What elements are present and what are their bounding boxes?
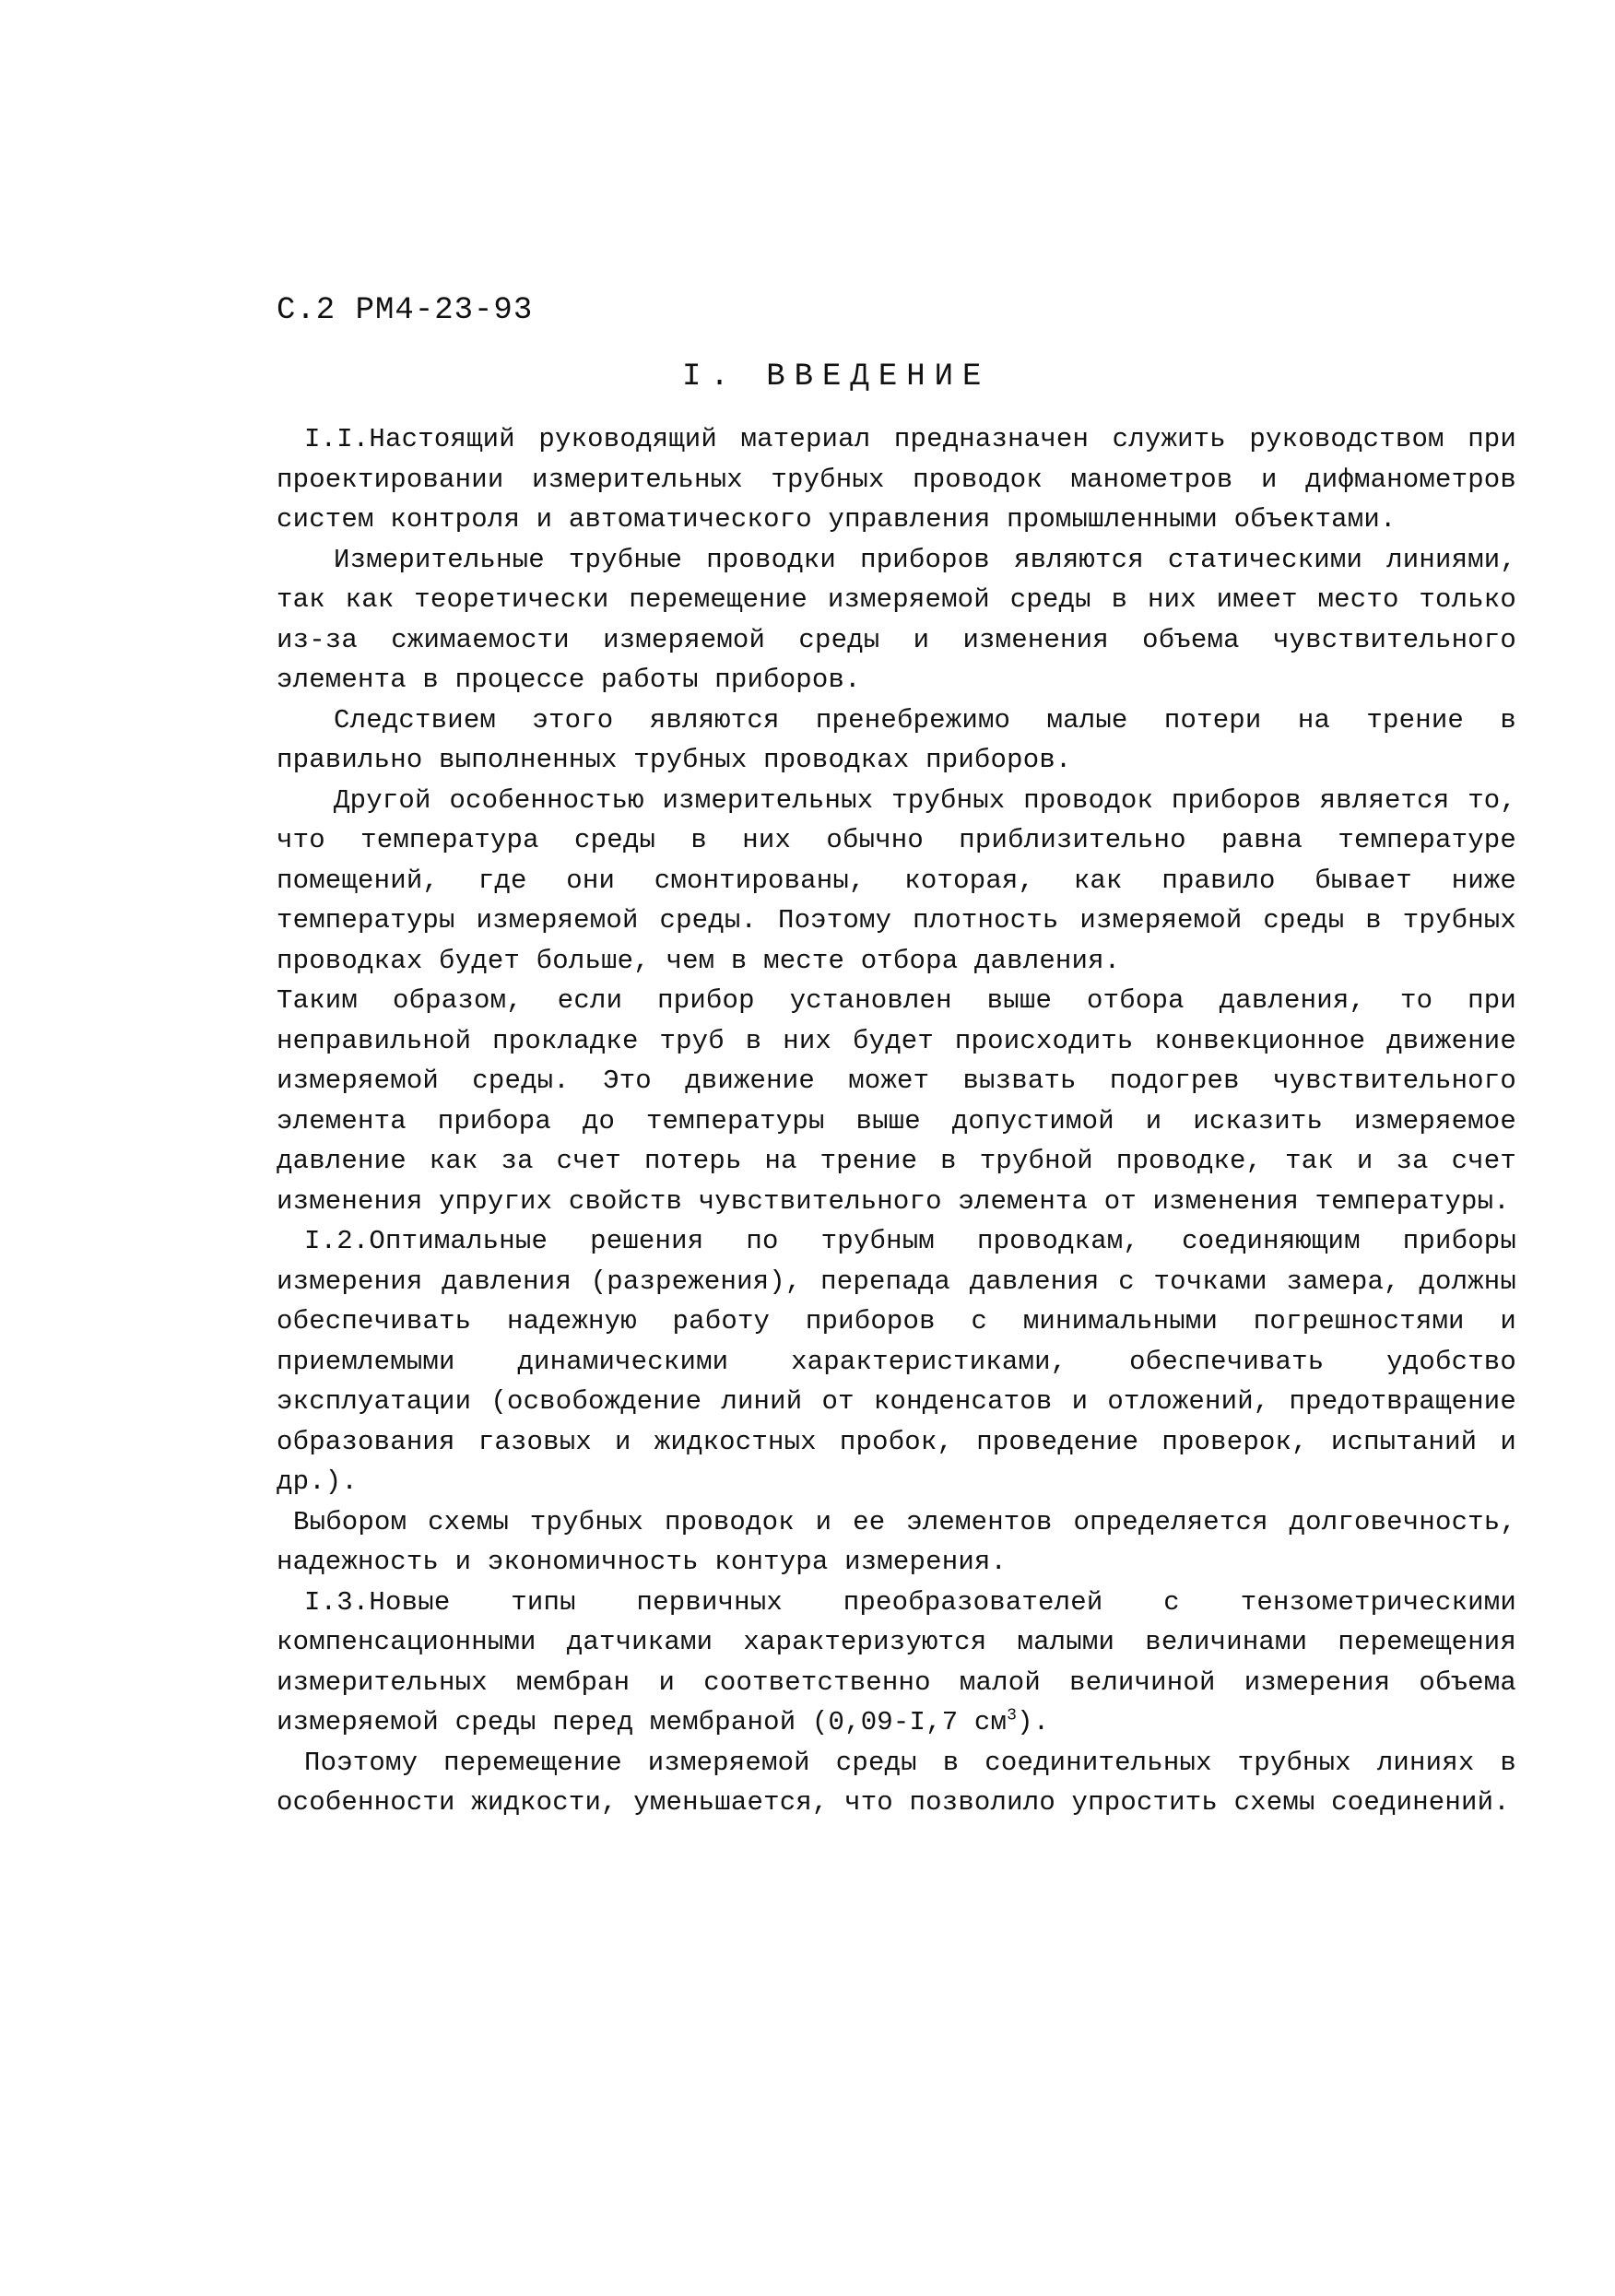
paragraph-1-3-text: I.3.Новые типы первичных преобразователей с тензометрическими компенсационными датчиками характеризуются малыми величинами перемещения измерительных мембран и соответственно малой величиной измерения объема измеряемой среды перед мембраной (0,09-I,7 см [277, 1586, 1516, 1737]
paragraph-1-1-statics: Измерительные трубные проводки приборов являются статическими линиями, так как теоретически перемещение измеряемой среды в них имеет место только из-за сжимаемости измеряемой среды и изменения объема чувствительного элемента в процессе работы приборов. [277, 544, 1516, 695]
paragraph-1-1-losses: Следствием этого являются пренебрежимо малые потери на трение в правильно выполненных трубных проводках приборов. [277, 704, 1516, 775]
paragraph-1-2-scheme: Выбором схемы трубных проводок и ее элементов определяется долговечность, надежность и экономичность контура измерения. [277, 1506, 1516, 1577]
paragraph-1-1: I.I.Настоящий руководящий материал предназначен служить руководством при проектировании измерительных трубных проводок манометров и дифманометров систем контроля и автоматического управления промышленными объектами. [277, 424, 1516, 535]
superscript-3: 3 [1007, 1706, 1018, 1725]
section-title: I. ВВЕДЕНИЕ [682, 359, 991, 394]
paragraph-1-3-consequence: Поэтому перемещение измеряемой среды в соединительных трубных линиях в особенности жидкости, уменьшается, что позволило упростить схемы соединений. [277, 1747, 1516, 1818]
paragraph-1-1-convection: Таким образом, если прибор установлен выше отбора давления, то при неправильной прокладке труб в них будет происходить конвекционное движение измеряемой среды. Это движение может вызвать подогрев чувствительного элемента прибора до температуры выше допустимой и исказить измеряемое давление как за счет потерь на трение в трубной проводке, так и за счет изменения упругих свойств чувствительного элемента от изменения температуры. [277, 985, 1516, 1217]
paragraph-1-1-temperature: Другой особенностью измерительных трубных проводок приборов является то, что температура среды в них обычно приблизительно равна температуре помещений, где они смонтированы, которая, как правило бывает ниже температуры измеряемой среды. Поэтому плотность измеряемой среды в трубных проводках будет больше, чем в месте отбора давления. [277, 784, 1516, 976]
document-code: С.2 РМ4-23-93 [277, 293, 534, 328]
paragraph-1-3 [277, 1583, 1516, 1743]
paragraph-1-2: I.2.Оптимальные решения по трубным проводкам, соединяющим приборы измерения давления (разрежения), перепада давления с точками замера, должны обеспечивать надежную работу приборов с минимальными погрешностями и приемлемыми динамическими характеристиками, обеспечивать удобство эксплуатации (освобождение линий от конденсатов и отложений, предотвращение образования газовых и жидкостных пробок, проведение проверок, испытаний и др.). [277, 1226, 1516, 1497]
document-body [277, 419, 1516, 1823]
paragraph-1-3-tail: ). [1017, 1707, 1050, 1737]
